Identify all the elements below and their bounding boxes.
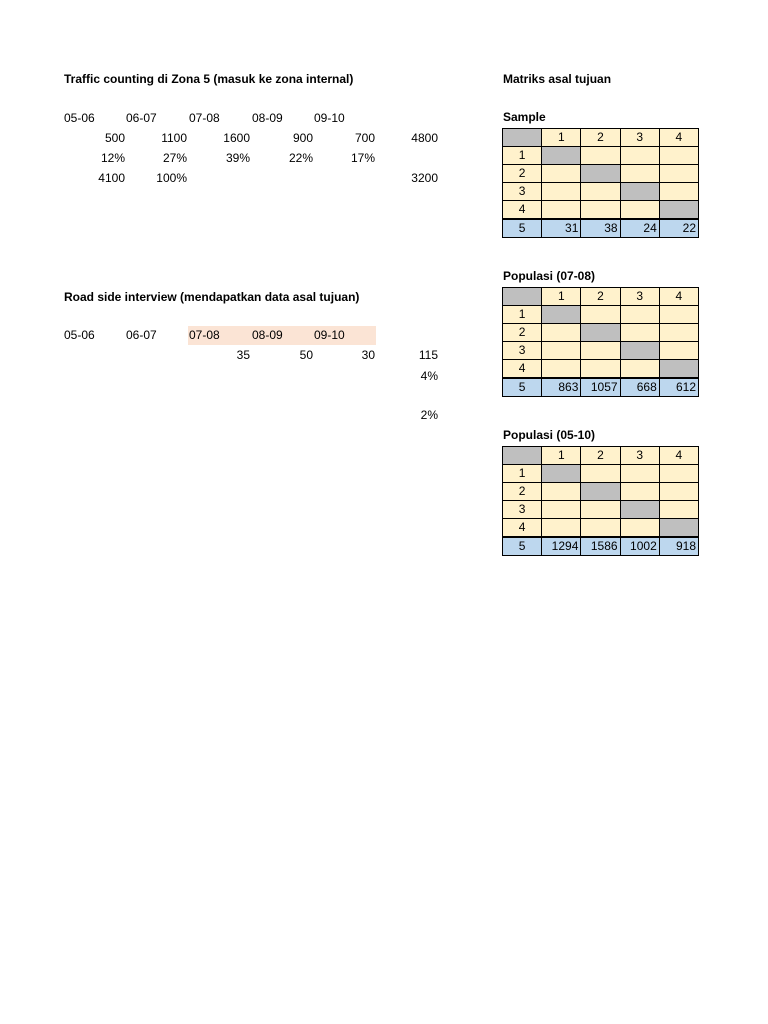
matrix-total-cell: 1586 [581,537,620,556]
matrix-total-cell: 31 [542,219,581,238]
matrix-cell [581,147,620,165]
traffic-percent: 17% [350,151,375,165]
rsi-sample-total: 115 [418,348,438,362]
matrix-diagonal-cell [542,147,581,165]
matrix-cell [581,183,620,201]
matrix-corner-cell [503,288,542,306]
matrix-cell [581,465,620,483]
matrix-total-cell: 1002 [620,537,659,556]
matrix-total-label: 5 [503,378,542,397]
traffic-percent: 39% [225,151,250,165]
traffic-percent: 27% [162,151,187,165]
rsi-percent: 4% [420,369,438,383]
traffic-count: 1100 [161,131,187,145]
traffic-extra-value: 4100 [98,171,125,185]
matrix-cell [659,183,698,201]
matrix-col-header: 4 [659,447,698,465]
matrix-col-header: 2 [581,288,620,306]
matrix-title: Populasi (05-10) [503,428,596,442]
matrix-corner-cell [503,447,542,465]
od-matrix-population-07-08 [502,287,699,397]
matrix-cell [581,360,620,379]
matrix-col-header: 1 [542,447,581,465]
traffic-count-total: 4800 [411,131,438,145]
matrix-col-header: 3 [620,129,659,147]
matrix-col-header: 1 [542,129,581,147]
traffic-period: 06-07 [126,111,157,125]
traffic-percent: 22% [288,151,313,165]
matrix-total-cell: 668 [620,378,659,397]
matrix-col-header: 2 [581,129,620,147]
matrix-col-header: 1 [542,288,581,306]
rsi-title: Road side interview (mendapatkan data asal tujuan) [64,290,360,304]
traffic-extra-total: 3200 [411,171,438,185]
matrix-cell [542,183,581,201]
matrix-cell [620,360,659,379]
matrix-cell [581,342,620,360]
rsi-period: 07-08 [189,328,220,342]
matrix-cell [620,147,659,165]
matrix-cell [620,483,659,501]
matrix-cell [620,324,659,342]
matrix-diagonal-cell [620,183,659,201]
matrix-row-header: 3 [503,501,542,519]
traffic-count: 900 [292,131,313,145]
matrix-cell [659,342,698,360]
matrix-diagonal-cell [659,360,698,379]
matrix-cell [542,342,581,360]
matrix-cell [620,306,659,324]
matrix-cell [581,501,620,519]
matrix-cell [659,147,698,165]
matrix-row-header: 1 [503,465,542,483]
od-matrix-population-05-10 [502,446,699,556]
traffic-period: 07-08 [189,111,220,125]
matrix-col-header: 4 [659,288,698,306]
matrix-row-header: 4 [503,360,542,379]
rsi-sample: 35 [236,348,250,362]
matrix-cell [659,165,698,183]
traffic-extra-percent: 100% [156,171,187,185]
matrix-cell [581,306,620,324]
matrix-diagonal-cell [620,342,659,360]
matrix-total-cell: 918 [659,537,698,556]
matrix-col-header: 4 [659,129,698,147]
matrix-cell [659,501,698,519]
matrix-corner-cell [503,129,542,147]
traffic-title: Traffic counting di Zona 5 (masuk ke zona internal) [64,72,354,86]
matrix-row-header: 4 [503,201,542,220]
matrix-cell [620,465,659,483]
rsi-sample: 30 [361,348,375,362]
matrix-diagonal-cell [581,165,620,183]
matrix-cell [659,306,698,324]
matrix-row-header: 4 [503,519,542,538]
rsi-period: 05-06 [64,328,95,342]
matrix-total-cell: 1057 [581,378,620,397]
matrix-cell [542,483,581,501]
matrix-row-header: 2 [503,165,542,183]
matrix-diagonal-cell [542,306,581,324]
matrix-total-cell: 612 [659,378,698,397]
matrix-cell [581,519,620,538]
matrix-total-label: 5 [503,219,542,238]
matrix-col-header: 3 [620,447,659,465]
matrix-diagonal-cell [542,465,581,483]
rsi-period: 08-09 [252,328,283,342]
traffic-count: 1600 [223,131,250,145]
matrices-heading: Matriks asal tujuan [503,72,612,86]
matrix-cell [659,483,698,501]
matrix-row-header: 3 [503,342,542,360]
matrix-row-header: 2 [503,324,542,342]
matrix-row-header: 3 [503,183,542,201]
matrix-diagonal-cell [659,519,698,538]
traffic-period: 05-06 [64,111,95,125]
rsi-percent: 2% [420,408,438,422]
matrix-cell [620,201,659,220]
matrix-cell [659,465,698,483]
matrix-cell [620,165,659,183]
matrix-cell [542,324,581,342]
rsi-period: 06-07 [126,328,157,342]
matrix-diagonal-cell [659,201,698,220]
matrix-total-cell: 22 [659,219,698,238]
matrix-diagonal-cell [581,324,620,342]
matrix-row-header: 1 [503,306,542,324]
rsi-sample: 50 [299,348,313,362]
matrix-cell [542,360,581,379]
matrix-diagonal-cell [581,483,620,501]
matrix-cell [581,201,620,220]
matrix-total-cell: 1294 [542,537,581,556]
matrix-col-header: 3 [620,288,659,306]
traffic-period: 08-09 [252,111,283,125]
matrix-row-header: 2 [503,483,542,501]
matrix-total-cell: 863 [542,378,581,397]
matrix-total-cell: 38 [581,219,620,238]
matrix-col-header: 2 [581,447,620,465]
od-matrix-sample [502,128,699,238]
matrix-cell [620,519,659,538]
matrix-cell [542,165,581,183]
matrix-diagonal-cell [620,501,659,519]
rsi-period: 09-10 [314,328,345,342]
traffic-count: 500 [104,131,125,145]
matrix-cell [542,519,581,538]
matrix-total-cell: 24 [620,219,659,238]
traffic-count: 700 [354,131,375,145]
matrix-title: Populasi (07-08) [503,269,596,283]
matrix-row-header: 1 [503,147,542,165]
matrix-cell [659,324,698,342]
traffic-period: 09-10 [314,111,345,125]
matrix-cell [542,501,581,519]
traffic-percent: 12% [100,151,125,165]
matrix-title: Sample [503,110,546,124]
matrix-cell [542,201,581,220]
matrix-total-label: 5 [503,537,542,556]
